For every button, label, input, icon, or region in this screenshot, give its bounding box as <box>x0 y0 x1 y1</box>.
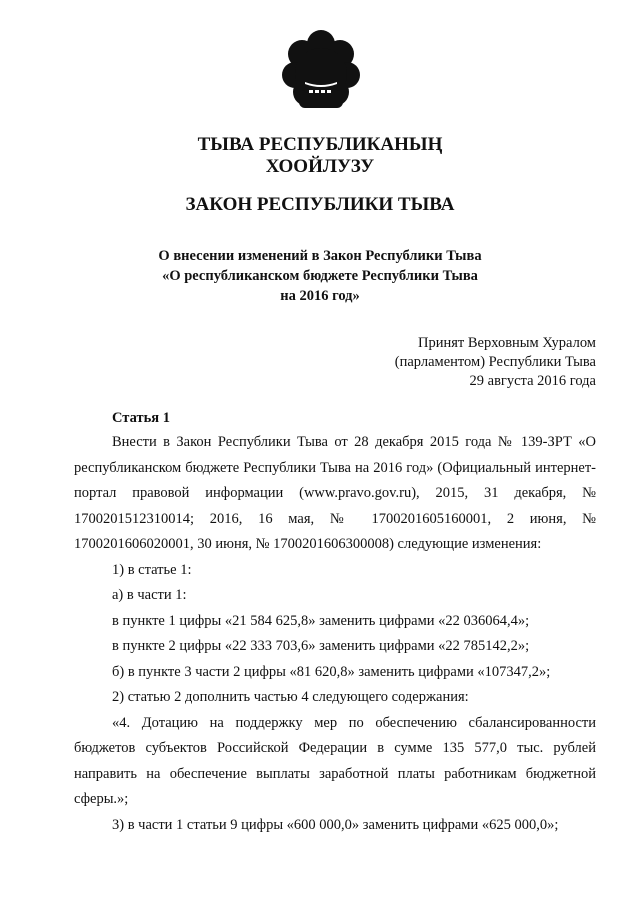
document-header <box>0 134 640 178</box>
adoption-line-2: (парламентом) Республики Тыва <box>394 354 596 370</box>
list-item: в пункте 2 цифры «22 333 703,6» заменить цифрами «22 785142,2»; <box>112 638 530 654</box>
quote-paragraph: «4. Дотацию на поддержку мер по обеспечению сбалансированности бюджетов субъектов Российской Федерации в сумме 135 577,0 тыс. рублей направить на обеспечение выплаты заработной платы работникам бюджетной сферы.»; <box>74 714 596 807</box>
law-title: ЗАКОН РЕСПУБЛИКИ ТЫВА <box>185 194 455 215</box>
list-item: а) в части 1: <box>112 587 187 603</box>
intro-paragraph: Внести в Закон Республики Тыва от 28 декабря 2015 года № 139-ЗРТ «О республиканском бюджете Республики Тыва на 2016 год» (Официальный интернет-портал правовой информации (www.pravo.gov.ru), 2015, 31 декабря, № 1700201512310014; 2016, 16 мая, № 1700201605160001, 2 июня, № 1700201606020001, 30 июня, № 1700201606300008) следующие изменения: <box>74 434 596 552</box>
list-item: 1) в статье 1: <box>112 561 192 578</box>
subject-line-2: «О республиканском бюджете Республики Тыва <box>162 268 478 284</box>
list-item: 3) в части 1 статьи 9 цифры «600 000,0» заменить цифрами «625 000,0»; <box>112 816 559 833</box>
header-line-2: ХООЙЛУЗУ <box>265 156 375 177</box>
list-item: 2) статью 2 дополнить частью 4 следующего содержания: <box>112 689 469 705</box>
list-item: б) в пункте 3 части 2 цифры «81 620,8» заменить цифрами «107347,2»; <box>112 663 551 680</box>
adoption-date: 29 августа 2016 года <box>469 373 596 389</box>
tuva-emblem-icon <box>281 30 361 115</box>
adoption-block <box>395 334 596 391</box>
article-heading: Статья 1 <box>112 410 170 426</box>
document-body <box>74 406 596 838</box>
subject-line-3: на 2016 год» <box>280 288 360 304</box>
subject-line-1: О внесении изменений в Закон Республики Тыва <box>158 248 482 264</box>
adoption-line-1: Принят Верховным Хуралом <box>418 335 596 351</box>
header-line-1: ТЫВА РЕСПУБЛИКАНЫҢ <box>197 134 443 155</box>
law-subject <box>0 246 640 306</box>
list-item: в пункте 1 цифры «21 584 625,8» заменить цифрами «22 036064,4»; <box>112 612 530 629</box>
